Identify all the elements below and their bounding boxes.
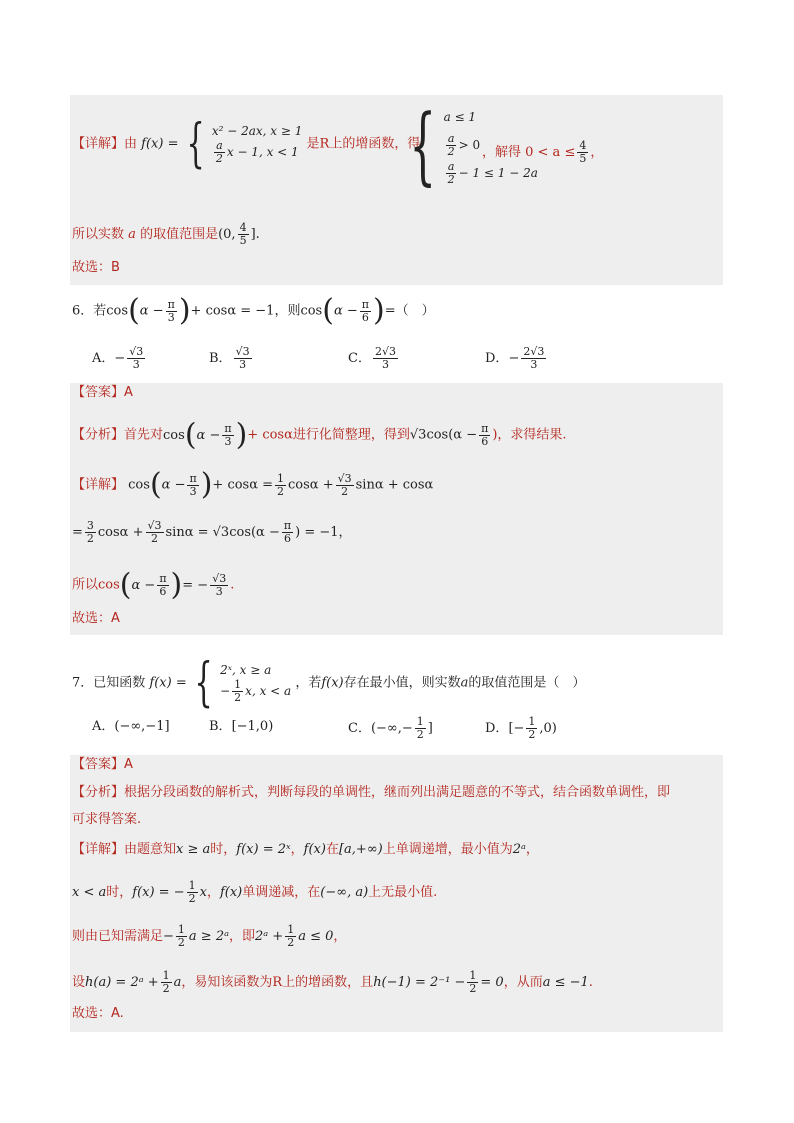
detail7-line1: 【详解】由题意知x ≥ a时，f(x) = 2ˣ，f(x)在[a,+∞)上单调递增，最小值为2ᵃ， [72, 842, 539, 857]
detail5-line: 【详解】由 f(x) = { x² − 2ax, x ≥ 1 $\frac{a}{2}$ x − 1, x < 1 是R上的增函数，得 [72, 114, 421, 174]
so6: 所以cos(α − $\frac{\pi}{6}$ )= − $\frac{√3}{3}$ . [72, 567, 235, 602]
q6-option-a[interactable]: A．− $\frac{√3}{3}$ [92, 345, 144, 371]
left-brace: { [194, 653, 213, 713]
piecewise-cases: x² − 2ax, x ≥ 1 $\frac{a}{2}$ x − 1, x < 1 [211, 124, 303, 165]
detail6-line1: 【详解】 cos(α − $\frac{\pi}{3}$ )+ cosα = $\frac{1}{2}$ cosα + $\frac{√3}{2}$ sinα + cosα [72, 467, 434, 502]
q7-option-a[interactable]: A．(−∞,−1] [92, 719, 170, 734]
q6-option-d[interactable]: D．− $\frac{2√3}{3}$ [485, 345, 545, 371]
q7-option-d[interactable]: D．[− $\frac{1}{2}$ ,0) [485, 715, 557, 741]
choice5: 故选：B [72, 260, 120, 275]
detail7-line2: x < a时，f(x) = − $\frac{1}{2}$ x，f(x)单调递减，在(−∞, a)上无最小值. [72, 879, 438, 905]
analysis7-line2: 可求得答案. [72, 812, 142, 827]
system-brace: { [409, 96, 437, 194]
q6-options [92, 346, 572, 372]
range5-line: 所以实数 a 的取值范围是(0, $\frac{4}{5}$ ]. [72, 221, 260, 247]
answer6: 【答案】A [72, 385, 133, 400]
choice7: 故选：A. [72, 1006, 124, 1021]
detail7-line4: 设h(a) = 2ᵃ + $\frac{1}{2}$ a，易知该函数为R上的增函数，且h(−1) = 2⁻¹ − $\frac{1}{2}$ = 0，从而a ≤ −1. [72, 969, 593, 995]
q6-option-c[interactable]: C． $\frac{2√3}{3}$ [348, 345, 396, 371]
detail6-line2: = $\frac{3}{2}$ cosα + $\frac{√3}{2}$ sinα = √3cos(α − $\frac{\pi}{6}$ ) = −1， [72, 519, 352, 545]
analysis6: 【分析】首先对cos(α − $\frac{\pi}{3}$ )+ cosα进行化简整理，得到√3cos(α − $\frac{\pi}{6}$ )，求得结果. [72, 417, 567, 452]
q6-stem: 6．若cos(α − $\frac{\pi}{3}$ )+ cosα = −1，则cos(α − $\frac{\pi}{6}$ )=（ ） [72, 293, 435, 328]
detail5-system: { a ≤ 1 $\frac{a}{2}$ > 0 $\frac{a}{2}$ − 1 ≤ 1 − 2a [409, 96, 538, 194]
q6-option-b[interactable]: B． $\frac{√3}{3}$ [209, 345, 250, 371]
answer7: 【答案】A [72, 757, 133, 772]
analysis7-line1: 【分析】根据分段函数的解析式，判断每段的单调性，继而列出满足题意的不等式，结合函数单调性，即 [72, 785, 671, 800]
detail-label: 【详解】 [72, 136, 125, 152]
piecewise-cases: 2ˣ, x ≥ a − $\frac{1}{2}$ x, x < a [220, 663, 292, 704]
q7-option-b[interactable]: B．[−1,0) [209, 719, 274, 734]
detail7-line3: 则由已知需满足− $\frac{1}{2}$ a ≥ 2ᵃ，即2ᵃ + $\frac{1}{2}$ a ≤ 0， [72, 923, 347, 949]
left-brace: { [186, 114, 205, 174]
q7-option-c[interactable]: C．(−∞,− $\frac{1}{2}$ ] [348, 715, 433, 741]
detail5-result: ，解得 0 < a ≤ $\frac{4}{5}$ ， [482, 139, 604, 165]
q7-stem: 7．已知函数 f(x) = { 2ˣ, x ≥ a − $\frac{1}{2}$ x, x < a ，若f(x)存在最小值，则实数a的取值范围是（ ） [72, 653, 586, 713]
q7-options [92, 716, 572, 742]
choice6: 故选：A [72, 611, 120, 626]
